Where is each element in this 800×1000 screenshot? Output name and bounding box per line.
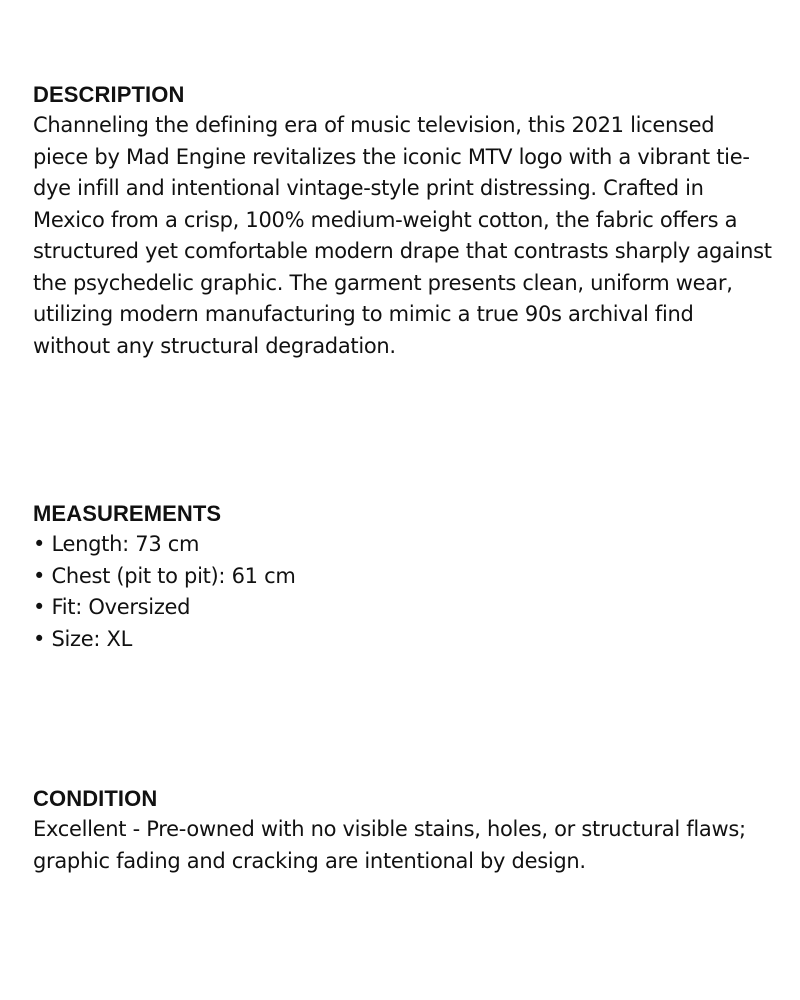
measurement-size: • Size: XL — [33, 624, 773, 656]
measurements-section — [33, 498, 773, 655]
measurements-heading: MEASUREMENTS — [33, 501, 222, 526]
condition-text: Excellent - Pre-owned with no visible stains, holes, or structural flaws; graphic fading and cracking are intentional by design. — [33, 817, 746, 873]
condition-section — [33, 783, 773, 877]
condition-heading: CONDITION — [33, 786, 158, 811]
description-text: Channeling the defining era of music television, this 2021 licensed piece by Mad Engine revitalizes the iconic MTV logo with a vibrant tie-dye infill and intentional vintage-style print distressing. Crafted in Mexico from a crisp, 100% medium-weight cotton, the fabric offers a structured yet comfortable modern drape that contrasts sharply against the psychedelic graphic. The garment presents clean, uniform wear, utilizing modern manufacturing to mimic a true 90s archival find without any structural degradation. — [33, 113, 772, 358]
measurements-list — [33, 529, 773, 655]
measurement-length: • Length: 73 cm — [33, 529, 773, 561]
measurement-chest: • Chest (pit to pit): 61 cm — [33, 561, 773, 593]
measurement-fit: • Fit: Oversized — [33, 592, 773, 624]
description-heading: DESCRIPTION — [33, 82, 185, 107]
description-section — [33, 79, 773, 362]
